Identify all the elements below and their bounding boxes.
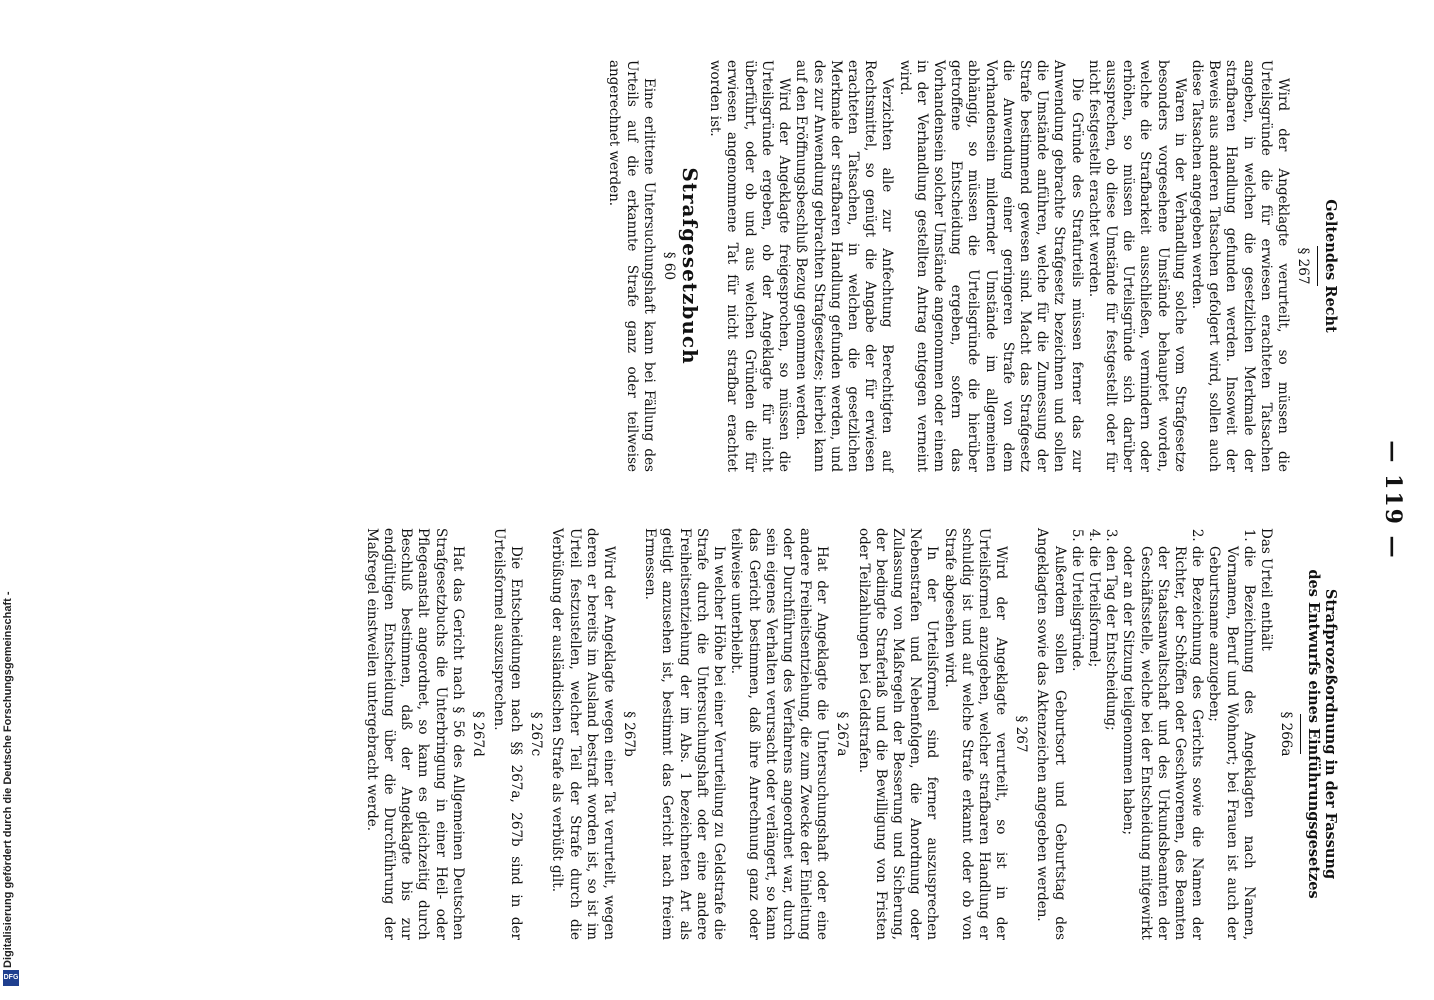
paragraph: In welcher Höhe bei einer Verurteilung zu Geldstrafe die Strafe durch die Untersuchungshaft oder eine andere Freiheitsentziehung der im Abs. 1 bezeichneten Art als getilgt anzusehen ist, bestimmt das Gericht nach freiem Ermessen. [642, 528, 728, 940]
paragraph: Eine erlittene Untersuchungshaft kann bei Fällung des Urteils auf die erkannte Strafe ganz oder teilweise angerechnet werden. [606, 60, 657, 472]
paragraph: Wird der Angeklagte verurteilt, so ist in der Urteilsformel anzugeben, welcher strafbaren Handlung er schuldig ist und auf welche Strafe erkannt oder ob von Strafe abgesehen wird. [941, 528, 1010, 940]
paragraph: Hat der Angeklagte die Untersuchungshaft oder eine andere Freiheitsentziehung, die zum Zwecke der Einleitung oder Durchführung des Verfahrens angeordnet war, durch sein eigenes Verhalten verursacht oder verlängert, so kann das Gericht bestimmen, daß ihre Anrechnung ganz oder teilweise unterbleibt. [728, 528, 831, 940]
list-item: 5. die Urteilsgründe. [1068, 546, 1085, 940]
paragraph: Die Gründe des Strafurteils müssen ferner das zur Anwendung gebrachte Strafgesetz bezeichnen und sollen die Umstände anführen, welche für die Zumessung der Strafe bestimmend gewesen sind. Macht das Strafgesetz die Anwendung einer geringeren Strafe von dem Vorhandensein mildernder Umstände im allgemeinen abhängig, so müssen die Urteilsgründe die hierüber getroffene Entscheidung ergeben, sofern das Vorhandensein solcher Umstände angenommen oder einem in der Verhandlung gestellten Antrag entgegen verneint wird. [896, 60, 1085, 472]
section-header: § 267 [1013, 715, 1030, 753]
column-title: Geltendes Recht [1322, 199, 1339, 333]
section-header: § 267 [1295, 247, 1311, 285]
column-title-line1: Strafprozeßordnung in der Fassung [1322, 588, 1339, 880]
divider [1317, 246, 1318, 286]
item-list [1068, 528, 1257, 940]
page-number: — 119 — [1380, 440, 1406, 560]
digitization-text: Digitalisierung gefördert durch die Deutsche Forschungsgemeinschaft - [2, 591, 14, 968]
paragraph: In der Urteilsformel sind ferner auszusprechen Nebenstrafen und Nebenfolgen, die Anordnung oder Zulassung von Maßregeln der Besserung und Sicherung, der bedingte Straferlaß und die Bewilligung von Fristen oder Teilzahlungen bei Geldstrafen. [855, 528, 941, 940]
column-strafprozessordnung [363, 528, 1339, 940]
section-header: § 267a [834, 711, 851, 757]
section-header: § 267d [469, 711, 486, 757]
paragraph: Wird der Angeklagte freigesprochen, so müssen die Urteilsgründe ergeben, ob der Angeklagte für nicht überführt, oder ob und aus welchen Gründen die für erwiesen angenommene Tat für nicht strafbar erachtet worden ist. [707, 60, 793, 472]
paragraph: Die Entscheidungen nach §§ 267a, 267b sind in der Urteilsformel auszusprechen. [491, 528, 525, 940]
paragraph: Verzichten alle zur Anfechtung Berechtigten auf Rechtsmittel, so genügt die Angabe der für erwiesen erachteten Tatsachen, in welchen die gesetzlichen Merkmale der strafbaren Handlung gefunden werden, und des zur Anwendung gebrachten Strafgesetzes; hierbei kann auf den Eröffnungsbeschluß Bezug genommen werden. [793, 60, 896, 472]
section-header: § 267c [528, 711, 545, 757]
paragraph: Waren in der Verhandlung solche vom Strafgesetze besonders vorgesehene Umstände behauptet worden, welche die Strafbarkeit ausschließen, vermindern oder erhöhen, so müssen die Urteilsgründe sich darüber aussprechen, ob diese Umstände für festgestellt oder für nicht festgestellt erachtet werden. [1085, 60, 1188, 472]
dfg-logo-icon: DFG [3, 970, 19, 986]
paragraph: Hat das Gericht nach § 56 des Allgemeinen Deutschen Strafgesetzbuchs die Unterbringung in einer Heil- oder Pflegeanstalt angeordnet, so kann es gleichzeitig durch Beschluß bestimmen, daß der Angeklagte bis zur endgültigen Entscheidung über die Durchführung der Maßregel einstweilen untergebracht werde. [363, 528, 466, 940]
list-item: 4. die Urteilsformel; [1085, 546, 1102, 940]
section-header: § 266a [1278, 711, 1294, 757]
column-title-line2: des Entwurfs eines Einführungsgesetzes [1305, 569, 1322, 899]
digitization-note [0, 0, 24, 992]
list-item: 3. den Tag der Entscheidung; [1102, 546, 1119, 940]
paragraph: Außerdem sollen Geburtsort und Geburtstag des Angeklagten sowie das Aktenzeichen angegeben werden. [1034, 528, 1068, 940]
list-item: 2. die Bezeichnung des Gerichts sowie die Namen der Richter, der Schöffen oder Geschworenen, des Beamten der Staatsanwaltschaft und des Urkundsbeamten der Geschäftsstelle, welche bei der Entscheidung mitgewirkt oder an der Sitzung teilgenommen haben; [1119, 546, 1205, 940]
column-geltendes-recht [605, 60, 1339, 472]
paragraph: Wird der Angeklagte wegen einer Tat verurteilt, wegen deren er bereits im Ausland bestraft worden ist, so ist im Urteil festzustellen, welcher Teil der Strafe durch die Verbüßung der ausländischen Strafe als verbüßt gilt. [549, 528, 618, 940]
section-header: § 60 [660, 251, 677, 281]
section-header: § 267b [621, 711, 638, 757]
divider [1300, 714, 1301, 754]
list-item: 1. die Bezeichnung des Angeklagten nach Namen, Vornamen, Beruf und Wohnort; bei Frauen ist auch der Geburtsname anzugeben; [1205, 546, 1257, 940]
paragraph: Wird der Angeklagte verurteilt, so müssen die Urteilsgründe die für erwiesen erachteten Tatsachen angeben, in welchen die gesetzlichen Merkmale der strafbaren Handlung gefunden werden. Insoweit der Beweis aus anderen Tatsachen gefolgert wird, sollen auch diese Tatsachen angegeben werden. [1188, 60, 1291, 472]
paragraph: Das Urteil enthält [1258, 528, 1274, 651]
strafgesetzbuch-title: Strafgesetzbuch [678, 167, 703, 365]
